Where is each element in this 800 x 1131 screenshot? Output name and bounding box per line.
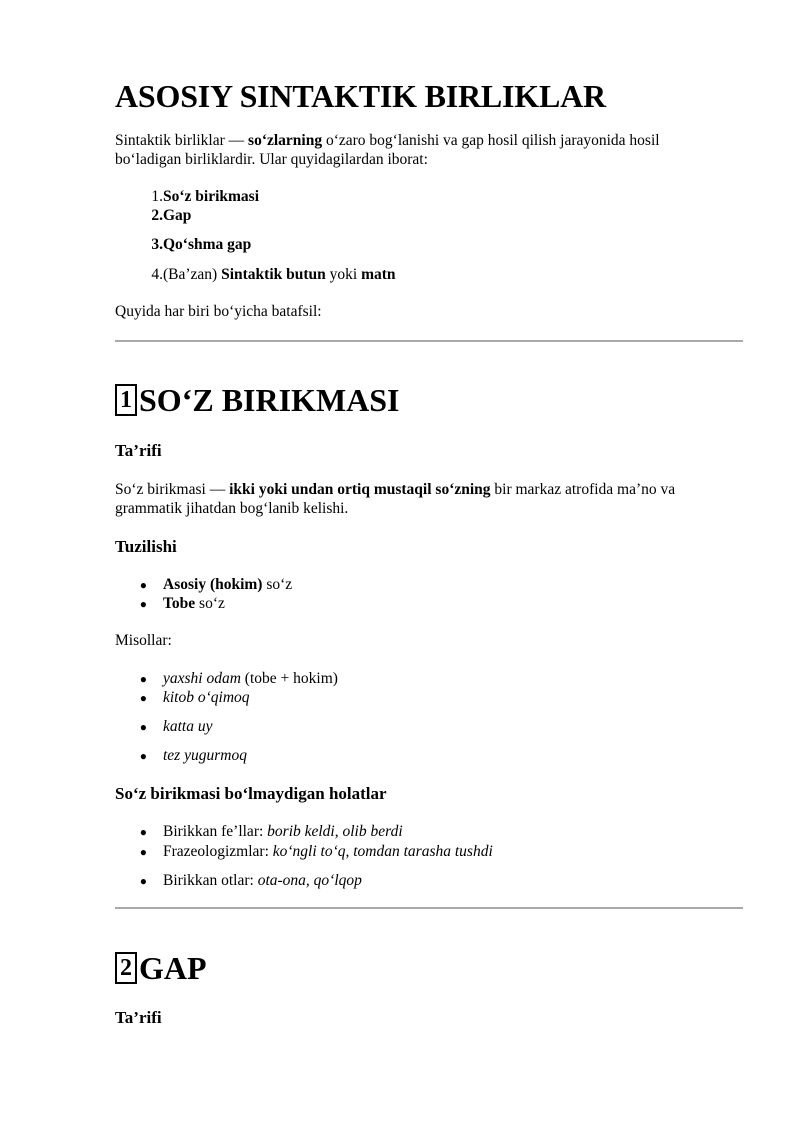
bullet-icon: ● (139, 597, 147, 611)
list-text-bold: Asosiy (hokim) (163, 576, 263, 593)
bullet-icon: ● (139, 845, 147, 859)
list-text-bold: Tobe (163, 595, 196, 612)
list-example: borib keldi, olib berdi (267, 823, 403, 840)
section-number-icon: 1 (115, 384, 137, 416)
list-item (115, 187, 259, 206)
list-item (115, 669, 338, 689)
list-item (115, 265, 396, 284)
list-item (115, 842, 493, 862)
bullet-icon: ● (139, 720, 147, 734)
outro-paragraph: Quyida har biri bo‘yicha batafsil: (115, 303, 322, 320)
example-text: katta uy (163, 718, 213, 735)
list-item (115, 206, 191, 225)
list-text-pre: (Ba’zan) (163, 266, 222, 283)
example-note: (tobe + hokim) (240, 670, 338, 687)
list-item (115, 822, 403, 842)
definition-paragraph (115, 480, 705, 518)
definition-text-cont: bir markaz atrofida ma’no va (490, 481, 676, 498)
page-title: ASOSIY SINTAKTIK BIRLIKLAR (115, 78, 606, 114)
list-label: Frazeologizmlar: (163, 843, 273, 860)
list-text: so‘z (195, 595, 225, 612)
list-text: Gap (163, 207, 192, 224)
bullet-icon: ● (139, 749, 147, 763)
list-text-bold: matn (361, 266, 396, 283)
intro-text-line2: bo‘ladigan birliklardir. Ular quyidagilardan iborat: (115, 151, 428, 168)
list-item (115, 871, 362, 891)
divider (115, 340, 743, 342)
list-number: 3. (151, 236, 163, 253)
list-number: 1. (151, 188, 163, 205)
section-heading-text: SO‘Z BIRIKMASI (139, 382, 400, 418)
divider (115, 907, 743, 909)
section-heading (115, 948, 207, 988)
example-text: yaxshi odam (163, 670, 241, 687)
list-item (115, 575, 292, 595)
list-example: ko‘ngli to‘q, tomdan tarasha tushdi (272, 843, 493, 860)
bullet-icon: ● (139, 691, 147, 705)
section-number-icon: 2 (115, 952, 137, 984)
list-example: ota-ona, qo‘lqop (257, 872, 362, 889)
list-number: 2. (151, 207, 163, 224)
bullet-icon: ● (139, 874, 147, 888)
section-heading (115, 380, 400, 420)
intro-text-cont: o‘zaro bog‘lanishi va gap hosil qilish jarayonida hosil (322, 132, 660, 149)
list-item (115, 746, 247, 766)
example-text: tez yugurmoq (163, 747, 247, 764)
list-item (115, 688, 250, 708)
list-text-bold: Sintaktik butun (221, 266, 326, 283)
bullet-icon: ● (139, 672, 147, 686)
list-item (115, 594, 225, 614)
list-label: Birikkan fe’llar: (163, 823, 268, 840)
subsection-heading: So‘z birikmasi bo‘lmaydigan holatlar (115, 784, 387, 803)
intro-bold: so‘zlarning (248, 132, 323, 149)
subsection-heading: Ta’rifi (115, 1008, 162, 1027)
list-text: Qo‘shma gap (163, 236, 252, 253)
intro-text: Sintaktik birliklar — (115, 132, 249, 149)
definition-bold: ikki yoki undan ortiq mustaqil so‘zning (229, 481, 491, 498)
list-item (115, 717, 213, 737)
list-text: So‘z birikmasi (163, 188, 260, 205)
intro-paragraph (115, 131, 705, 169)
bullet-icon: ● (139, 578, 147, 592)
subsection-heading: Ta’rifi (115, 441, 162, 460)
list-number: 4. (151, 266, 163, 283)
list-item (115, 235, 251, 254)
list-text: so‘z (262, 576, 293, 593)
list-text-mid: yoki (325, 266, 362, 283)
definition-text: So‘z birikmasi — (115, 481, 230, 498)
examples-label: Misollar: (115, 632, 172, 649)
section-heading-text: GAP (139, 950, 207, 986)
example-text: kitob o‘qimoq (163, 689, 250, 706)
definition-text-line2: grammatik jihatdan bog‘lanib kelishi. (115, 500, 349, 517)
subsection-heading: Tuzilishi (115, 537, 177, 556)
list-label: Birikkan otlar: (163, 872, 258, 889)
bullet-icon: ● (139, 825, 147, 839)
